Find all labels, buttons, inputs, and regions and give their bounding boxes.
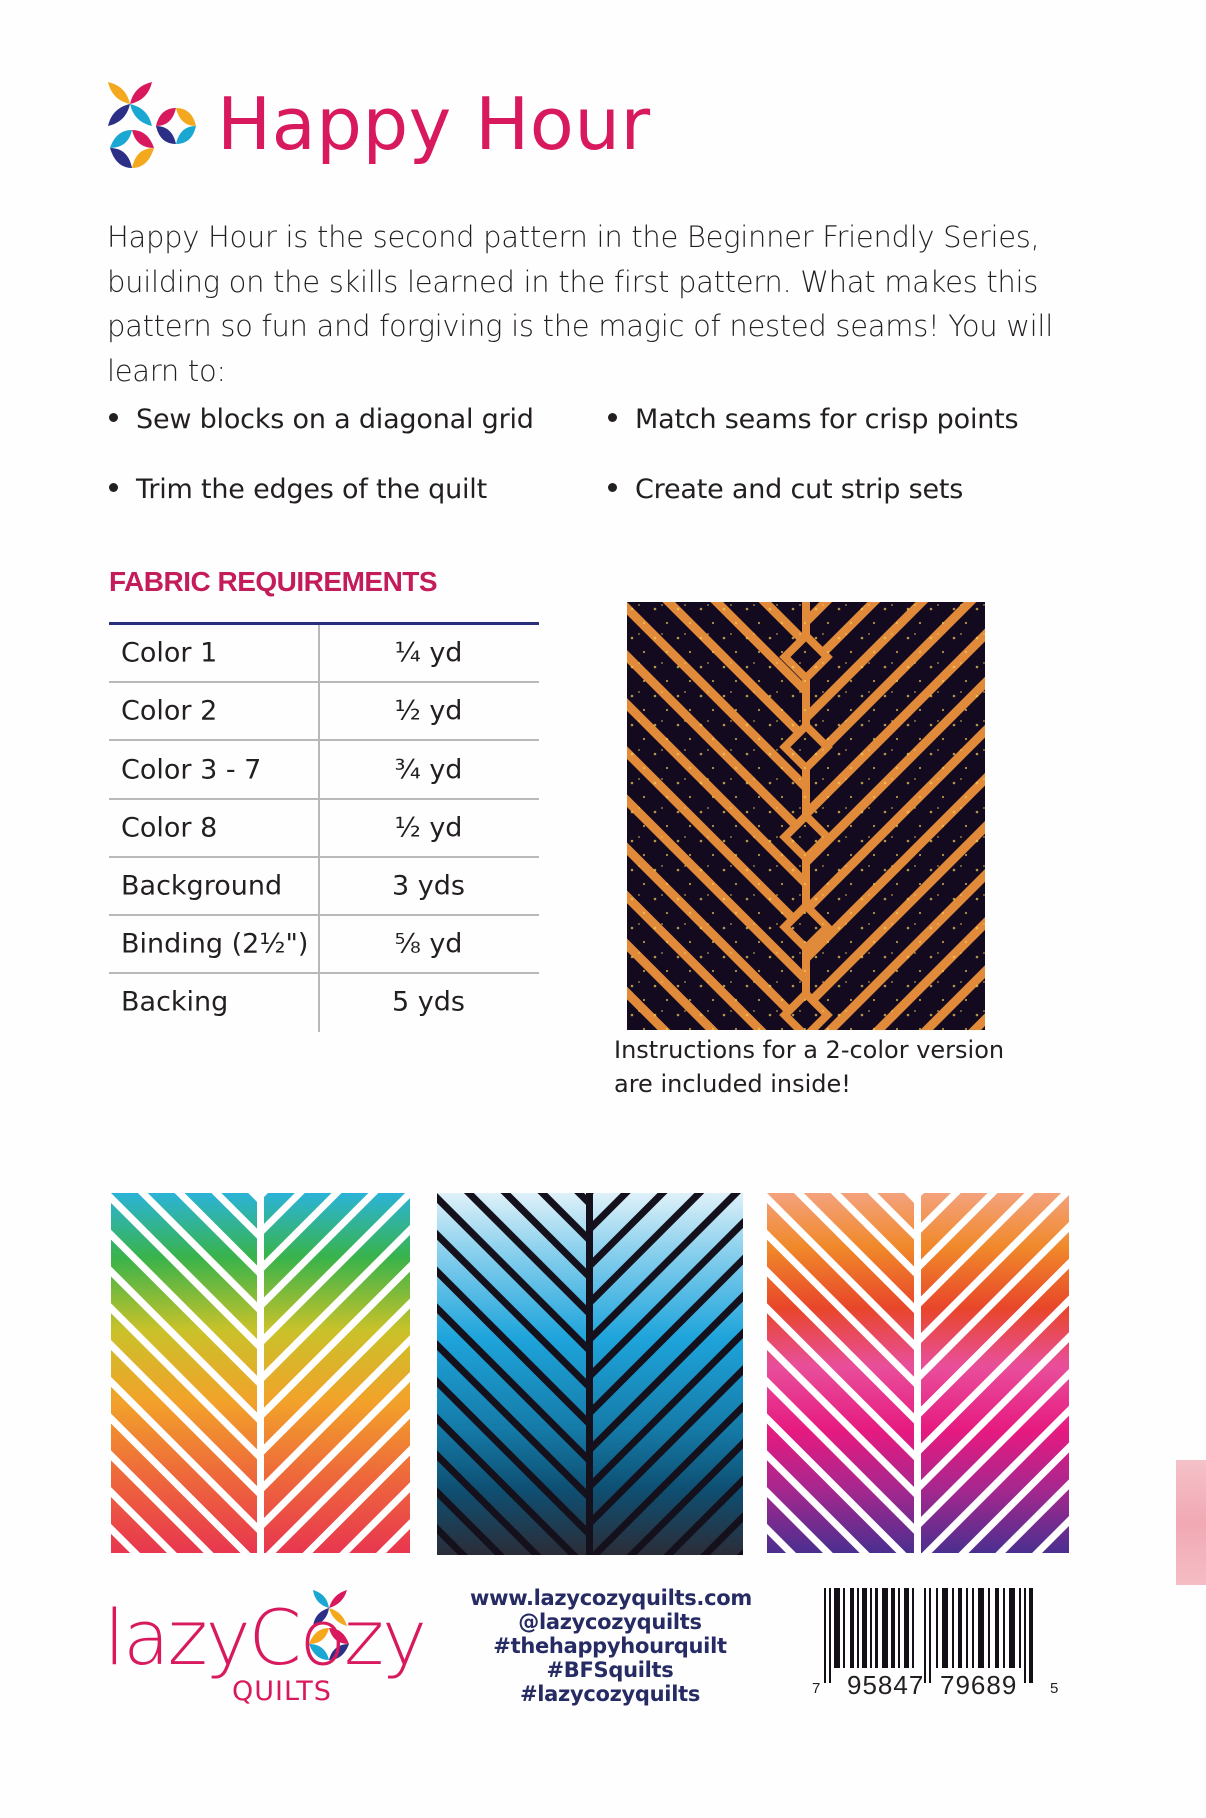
- skill-item: Sew blocks on a diagonal grid: [109, 404, 534, 435]
- table-row: Background 3 yds: [109, 858, 539, 916]
- hashtag: #lazycozyquilts: [519, 1682, 701, 1706]
- fabric-requirements-table: [109, 622, 539, 1030]
- table-row: Color 1 ¼ yd: [109, 625, 539, 683]
- hashtag: #BFSquilts: [546, 1658, 674, 1682]
- fabric-requirements-heading: FABRIC REQUIREMENTS: [109, 566, 438, 597]
- quilt-rainbow-floral-image: [111, 1193, 410, 1553]
- barcode-right-digits: 79689: [940, 1670, 1018, 1700]
- barcode-check-digit: 5: [1050, 1680, 1059, 1697]
- barcode-lead-digit: 7: [812, 1680, 821, 1697]
- intro-paragraph: Happy Hour is the second pattern in the Beginner Friendly Series, building on the skills learned in the first pattern. What makes this pattern so fun and forgiving is the magic of nested seams! You will learn to:: [107, 220, 1053, 388]
- table-row: Color 8 ½ yd: [109, 800, 539, 858]
- social-handle: @lazycozyquilts: [518, 1610, 702, 1634]
- bullet-icon: [109, 413, 118, 422]
- quilt-rainbow-graphic: [111, 1193, 410, 1553]
- bullet-icon: [608, 483, 617, 492]
- table-row: Binding (2½") ⅝ yd: [109, 916, 539, 974]
- skill-item: Create and cut strip sets: [608, 474, 963, 505]
- table-row: Color 3 - 7 ¾ yd: [109, 741, 539, 800]
- skill-item: Trim the edges of the quilt: [109, 474, 487, 505]
- quilt-blue-graphic: [437, 1193, 743, 1555]
- pattern-logo-icon: [104, 78, 204, 178]
- pattern-title: Happy Hour: [217, 82, 651, 166]
- bullet-icon: [608, 413, 617, 422]
- quilt-dark-orange-graphic: [627, 602, 985, 1030]
- quilt-sunset-ombre-image: [767, 1193, 1069, 1553]
- table-row: Color 2 ½ yd: [109, 683, 539, 741]
- feature-quilt-caption: Instructions for a 2-color version are included inside!: [614, 1036, 1005, 1098]
- quilt-sunset-graphic: [767, 1193, 1069, 1553]
- bullet-icon: [109, 483, 118, 492]
- hashtag: #thehappyhourquilt: [493, 1634, 727, 1658]
- barcode-left-digits: 95847: [847, 1670, 925, 1700]
- page-edge-tab: [1176, 1460, 1206, 1585]
- quilt-blue-ombre-image: [437, 1193, 743, 1555]
- contact-info: [470, 1586, 750, 1706]
- skill-item: Match seams for crisp points: [608, 404, 1018, 435]
- barcode-icon: [812, 1588, 1062, 1683]
- website-link[interactable]: www.lazycozyquilts.com: [470, 1586, 752, 1610]
- brand-wordmark: lazyCozy: [104, 1593, 425, 1682]
- lazy-cozy-quilts-logo: [104, 1580, 434, 1710]
- upc-barcode: [812, 1588, 1062, 1708]
- feature-quilt-image: [627, 602, 985, 1030]
- table-row: Backing 5 yds: [109, 974, 539, 1030]
- brand-subtitle: QUILTS: [232, 1676, 332, 1707]
